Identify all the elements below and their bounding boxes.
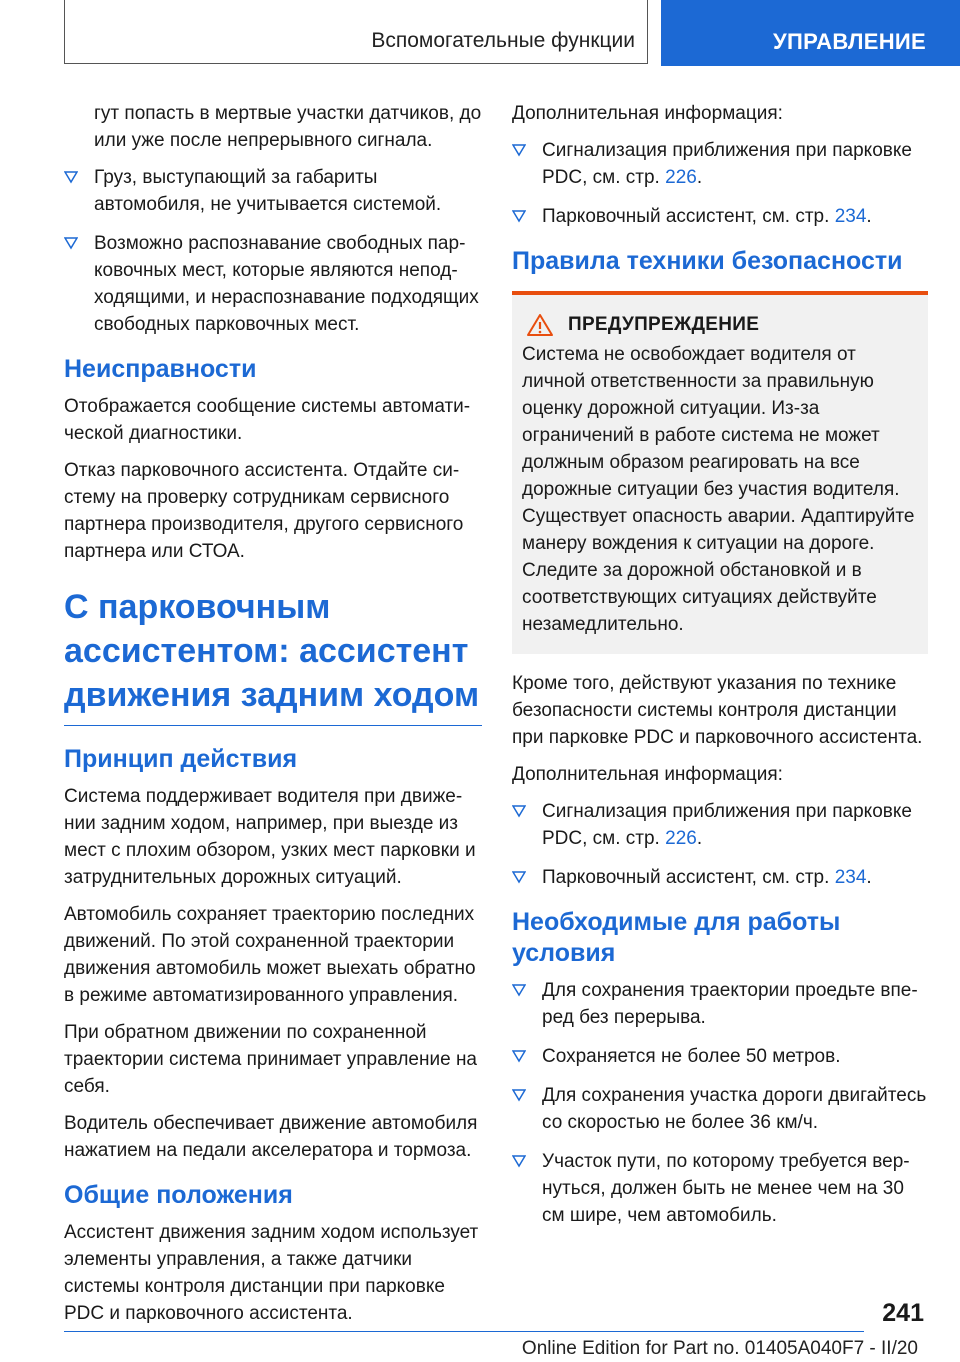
warning-title: ПРЕДУПРЕЖДЕНИЕ: [568, 314, 760, 335]
conditions-heading: Необходимые для работы условия: [512, 908, 841, 967]
principle-paragraph: При обратном движении по сохраненной траектории система принимает управление на себя.: [64, 1022, 477, 1097]
info-links-list: [512, 798, 928, 891]
safety-paragraph: Кроме того, действуют указания по технике безопасности системы контроля дистанции при парковке PDC и парковочного ассистента.: [512, 673, 923, 748]
info-links-list: [512, 137, 928, 230]
general-paragraph: Ассистент движения задним ходом использует элементы управления, а также датчики системы контроля дистанции при парковке PDC и парковочного ассистента.: [64, 1222, 479, 1324]
triangle-bullet-icon: [512, 1154, 526, 1168]
triangle-bullet-icon: [512, 870, 526, 884]
page-link[interactable]: 234: [834, 206, 867, 227]
malfunction-paragraph: Отображается сообщение системы автоматической диагностики.: [64, 396, 471, 444]
list-item: Для сохранения участка дороги двигайтесь со скоростью не более 36 км/ч.: [512, 1082, 928, 1136]
main-heading: С парковочным ассистентом: ассистент движения задним ходом: [64, 585, 482, 726]
list-item: Для сохранения траектории проедьте вперед без перерыва.: [512, 977, 928, 1031]
page-header: [0, 0, 960, 66]
triangle-bullet-icon: [512, 983, 526, 997]
principle-paragraph: Автомобиль сохраняет траекторию последних движений. По этой сохраненной траектории движения автомобиль может выехать обратно в режиме автоматизированного управления.: [64, 904, 476, 1006]
principle-heading: Принцип действия: [64, 745, 298, 773]
conditions-list: [512, 977, 928, 1229]
triangle-bullet-icon: [64, 170, 78, 184]
limitations-list: [64, 164, 482, 338]
left-column: [64, 100, 482, 1337]
page-link[interactable]: 226: [665, 828, 697, 849]
list-item: Парковочный ассистент, см. стр. 234.: [512, 203, 928, 230]
right-column: [512, 100, 928, 1241]
principle-paragraph: Водитель обеспечивает движение автомобиля нажатием на педали акселератора и тормоза.: [64, 1113, 478, 1161]
list-item: Груз, выступающий за габариты автомобиля, не учитывается системой.: [64, 164, 482, 218]
malfunction-heading: Неисправности: [64, 355, 257, 383]
triangle-bullet-icon: [512, 1088, 526, 1102]
triangle-bullet-icon: [512, 209, 526, 223]
section-title: Вспомогательные функции: [371, 29, 635, 52]
footer-divider: [64, 1331, 864, 1332]
safety-heading: Правила техники безопасности: [512, 247, 903, 275]
page-link[interactable]: 234: [834, 867, 867, 888]
page-number: 241: [882, 1299, 924, 1327]
triangle-bullet-icon: [512, 1049, 526, 1063]
warning-box: [512, 291, 928, 654]
list-item: Сигнализация приближения при парковке PDC, см. стр. 226.: [512, 798, 928, 852]
warning-header: [522, 313, 918, 337]
list-item: Парковочный ассистент, см. стр. 234.: [512, 864, 928, 891]
chapter-tab: УПРАВЛЕНИЕ: [661, 0, 960, 66]
intro-continued: гут попасть в мертвые участки датчиков, до или уже после непрерывного сигнала.: [94, 103, 482, 151]
principle-paragraph: Система поддерживает водителя при движении задним ходом, например, при выезде из мест с плохим обзором, узких мест парковки и затруднительных дорожных ситуаций.: [64, 786, 476, 888]
list-item: Участок пути, по которому требуется вернуться, должен быть не менее чем на 30 см шире, чем автомобиль.: [512, 1148, 928, 1229]
list-item: Возможно распознавание свободных парковочных мест, которые являются неподходящими, и нераспознавание подходящих свободных парковочных мест.: [64, 230, 482, 338]
list-item: Сохраняется не более 50 метров.: [512, 1043, 928, 1070]
triangle-bullet-icon: [64, 236, 78, 250]
triangle-bullet-icon: [512, 804, 526, 818]
edition-footer: Online Edition for Part no. 01405A040F7 - II/20: [521, 1338, 918, 1359]
page-link[interactable]: 226: [665, 167, 697, 188]
triangle-bullet-icon: [512, 143, 526, 157]
info-label: Дополнительная информация:: [512, 764, 783, 785]
section-title-box: [64, 0, 648, 64]
warning-triangle-icon: [526, 313, 554, 337]
general-heading: Общие положения: [64, 1181, 293, 1209]
list-item: Сигнализация приближения при парковке PDC, см. стр. 226.: [512, 137, 928, 191]
warning-text: Система не освобождает водителя от личной ответственности за правильную оценку дорожной ситуации. Из-за ограничений в работе система не может должным образом реагировать на все дорожные ситуации без участия водителя. Существует опасность аварии. Адаптируйте манеру вождения к ситуации на дороге. Следите за дорожной обстановкой и в соответствующих ситуациях действуйте незамедлительно.: [522, 344, 915, 635]
malfunction-paragraph: Отказ парковочного ассистента. Отдайте систему на проверку сотрудникам сервисного партнера производителя, другого сервисного партнера или СТОА.: [64, 460, 464, 562]
info-label: Дополнительная информация:: [512, 103, 783, 124]
